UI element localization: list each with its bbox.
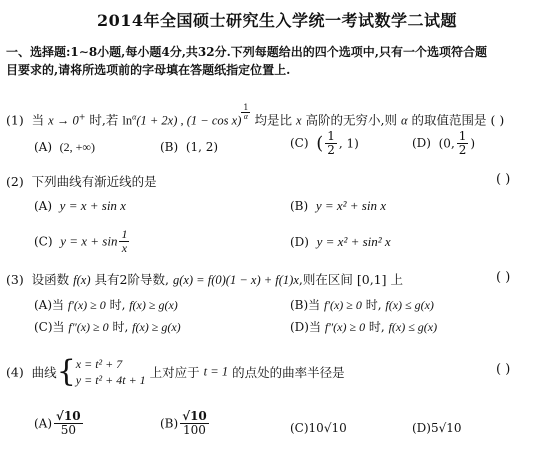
parametric-system: x = t² + 7 y = t² + 4t + 1 — [75, 357, 146, 387]
question-4-answer-paren: ( ) — [496, 362, 511, 377]
question-4-option-b[interactable]: (B) $\frac{√10}{100}$ — [160, 409, 207, 437]
question-2-option-c[interactable]: (C) y = x + sin $\frac{1}{x}$ — [34, 227, 128, 255]
question-1-stem: (1) 当 x → 0+ 时,若 $\ln^\alpha(1 + 2x)$ , (1 − cos x) $^{\frac{1}{\alpha}}$ 均是比 x 高阶的无穷小,则 α 的取值范围是 ( ) — [6, 103, 505, 128]
question-4-option-a[interactable]: (A) $\frac{√10}{50}$ — [34, 409, 81, 437]
question-3-option-c[interactable]: (C)当 f″(x) ≥ 0 时, f(x) ≥ g(x) — [34, 320, 181, 334]
system-brace: { — [56, 354, 76, 389]
question-2-answer-paren: ( ) — [496, 172, 511, 187]
question-3-option-d[interactable]: (D)当 f″(x) ≥ 0 时, f(x) ≤ g(x) — [290, 320, 438, 334]
question-1-option-d[interactable]: (D) (0, $\frac{1}{2}$ ) — [412, 129, 476, 157]
question-4-option-d[interactable]: (D)5√10 — [412, 421, 462, 435]
exam-title: 2014年全国硕士研究生入学统一考试数学二试题 — [96, 11, 458, 30]
question-number: (2) — [6, 174, 24, 189]
section-heading-line1: 一、选择题:1∼8小题,每小题4分,共32分.下列每题给出的四个选项中,只有一个选项符合题 — [6, 45, 487, 59]
question-2-option-b[interactable]: (B) y = x² + sin x — [290, 198, 387, 213]
section-heading-line2: 目要求的,请将所选项前的字母填在答题纸指定位置上. — [6, 63, 291, 77]
question-3-stem: (3) 设函数 f(x) 具有2阶导数, g(x) = f(0)(1 − x) + f(1)x,则在区间 [0,1] 上 — [6, 272, 403, 287]
question-4-stem: (4) 曲线{ x = t² + 7 y = t² + 4t + 1 上对应于 t = 1 的点处的曲率半径是 — [6, 354, 345, 389]
question-number: (1) — [6, 112, 24, 128]
question-4-option-c[interactable]: (C)10√10 — [290, 421, 347, 435]
question-2-stem: (2) 下列曲线有渐近线的是 — [6, 174, 157, 189]
question-2-option-d[interactable]: (D) y = x² + sin² x — [290, 234, 391, 249]
question-3-option-b[interactable]: (B)当 f′(x) ≥ 0 时, f(x) ≤ g(x) — [290, 298, 434, 312]
question-number: (3) — [6, 272, 24, 287]
question-3-option-a[interactable]: (A)当 f′(x) ≥ 0 时, f(x) ≥ g(x) — [34, 298, 178, 312]
question-1-option-b[interactable]: (B) (1, 2) — [160, 140, 219, 154]
question-number: (4) — [6, 364, 24, 380]
question-1-option-a[interactable]: (A) (2, +∞) — [34, 140, 95, 154]
question-2-option-a[interactable]: (A) y = x + sin x — [34, 198, 126, 213]
question-3-answer-paren: ( ) — [496, 270, 511, 285]
question-1-option-c[interactable]: (C) ( $\frac{1}{2}$ , 1) — [290, 129, 359, 157]
